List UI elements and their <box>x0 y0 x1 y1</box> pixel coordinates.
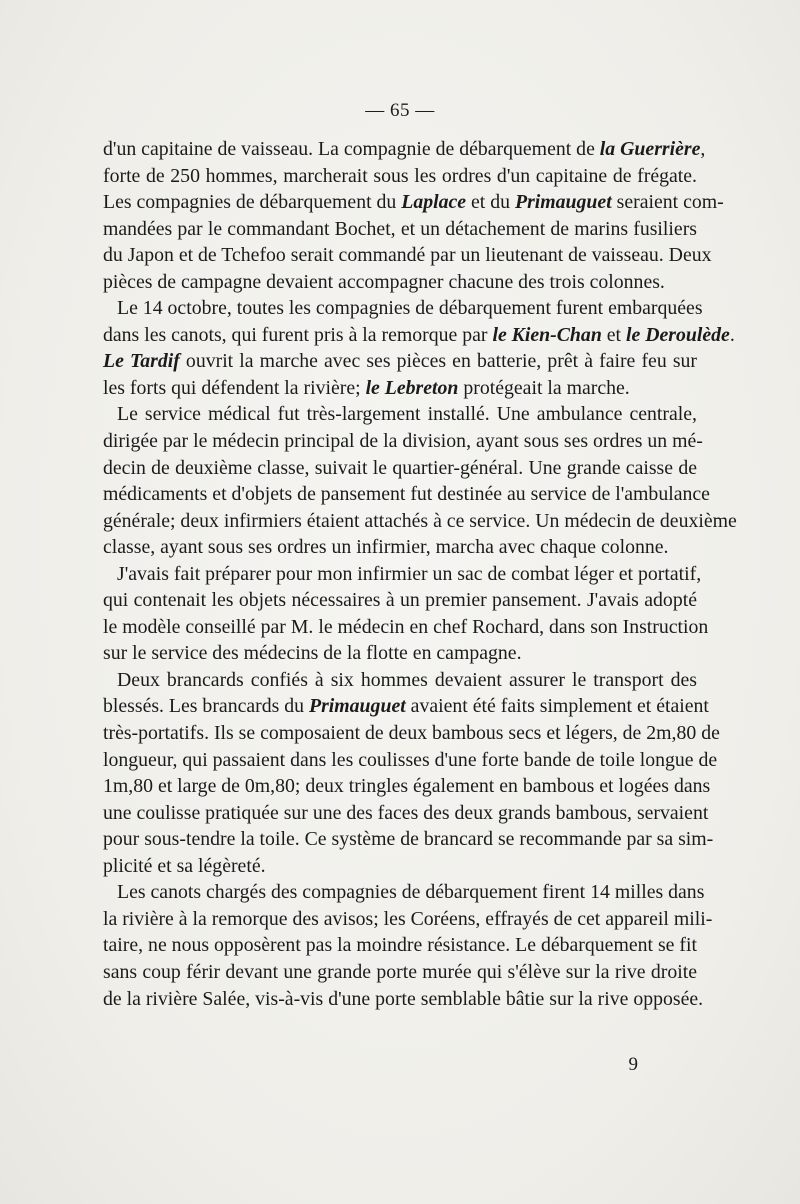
text-line <box>103 614 709 641</box>
text-run: plicité et sa légèreté. <box>103 854 266 877</box>
text-run: longueur, qui passaient dans les coulisses d'une forte bande de toile longue de <box>103 748 718 771</box>
text-line <box>103 481 710 508</box>
italic-name: le Kien-Chan <box>492 323 602 346</box>
text-run: avaient été faits simplement et étaient <box>405 695 709 718</box>
text-run: protégeait la marche. <box>458 376 630 399</box>
body-text <box>103 136 737 1012</box>
text-run: seraient com- <box>611 191 724 214</box>
text-run: Le service médical fut très-largement installé. Une ambulance centrale, <box>117 403 697 426</box>
text-run: classe, ayant sous ses ordres un infirmier, marcha avec chaque colonne. <box>103 536 669 559</box>
text-run: pour sous-tendre la toile. Ce système de brancard se recommande par sa sim- <box>103 828 714 851</box>
signature-mark: 9 <box>628 1054 638 1075</box>
text-run: et <box>601 323 626 346</box>
italic-name: Le Tardif <box>103 350 180 373</box>
text-line <box>103 375 697 402</box>
text-run: sans coup férir devant une grande porte murée qui s'élève sur la rive droite <box>103 960 697 983</box>
text-line <box>103 428 703 455</box>
text-run: Deux brancards confiés à six hommes devaient assurer le transport des <box>117 668 697 691</box>
text-run: très-portatifs. Ils se composaient de deux bambous secs et légers, de 2m,80 de <box>103 722 720 745</box>
text-line <box>103 242 712 269</box>
text-run: Les canots chargés des compagnies de débarquement firent 14 milles dans <box>117 881 705 904</box>
text-line <box>103 455 697 482</box>
text-run: une coulisse pratiquée sur une des faces des deux grands bambous, servaient <box>103 801 709 824</box>
text-line <box>103 508 737 535</box>
text-line <box>103 826 714 853</box>
italic-name: la Guerrière <box>599 138 701 160</box>
text-run: de la rivière Salée, vis-à-vis d'une porte semblable bâtie sur la rive opposée. <box>103 987 704 1010</box>
text-line <box>103 959 697 986</box>
italic-name: Laplace <box>401 191 467 214</box>
text-line <box>103 348 697 375</box>
text-run: decin de deuxième classe, suivait le quartier-général. Une grande caisse de <box>103 456 697 479</box>
text-run: Le 14 octobre, toutes les compagnies de débarquement furent embarquées <box>117 297 703 320</box>
text-run: le modèle conseillé par M. le médecin en chef Rochard, dans son Instruction <box>103 615 709 638</box>
text-line <box>103 136 706 163</box>
text-line <box>103 986 704 1013</box>
italic-name: Primauguet <box>309 695 406 718</box>
text-run: du Japon et de Tchefoo serait commandé par un lieutenant de vaisseau. Deux <box>103 244 712 267</box>
text-line <box>103 879 705 906</box>
text-line <box>103 667 697 694</box>
text-line <box>103 401 697 428</box>
text-line <box>103 163 697 190</box>
text-run: générale; deux infirmiers étaient attachés à ce service. Un médecin de deuxième <box>103 509 737 532</box>
text-run: d'un capitaine de vaisseau. La compagnie de débarquement de <box>103 138 600 160</box>
text-run: Les compagnies de débarquement du <box>103 191 402 214</box>
text-line <box>103 932 697 959</box>
text-line <box>103 693 709 720</box>
text-line <box>103 322 735 349</box>
text-run: la rivière à la remorque des avisos; les Coréens, effrayés de cet appareil mili- <box>103 907 713 930</box>
text-run: qui contenait les objets nécessaires à un premier pansement. J'avais adopté <box>103 589 697 612</box>
italic-name: le Deroulède <box>626 323 730 346</box>
text-line <box>103 587 697 614</box>
text-run: J'avais fait préparer pour mon infirmier un sac de combat léger et portatif, <box>117 562 702 585</box>
text-run: dirigée par le médecin principal de la division, ayant sous ses ordres un mé- <box>103 430 703 453</box>
italic-name: le Lebreton <box>365 376 459 399</box>
text-run: et du <box>466 191 515 214</box>
text-run: forte de 250 hommes, marcherait sous les ordres d'un capitaine de frégate. <box>103 164 697 187</box>
page-number: — 65 — <box>365 100 435 121</box>
text-run: mandées par le commandant Bochet, et un détachement de marins fusiliers <box>103 217 697 240</box>
text-run: ouvrit la marche avec ses pièces en batterie, prêt à faire feu sur <box>179 350 698 373</box>
text-line <box>103 534 697 561</box>
text-line <box>103 906 713 933</box>
text-run: sur le service des médecins de la flotte en campagne. <box>103 642 522 665</box>
text-run: . <box>729 323 735 346</box>
text-run: 1m,80 et large de 0m,80; deux tringles également en bambous et logées dans <box>103 775 711 798</box>
italic-name: Primauguet <box>514 191 612 214</box>
text-line <box>103 800 709 827</box>
text-line <box>103 640 697 667</box>
text-line <box>103 747 718 774</box>
text-run: dans les canots, qui furent pris à la remorque par <box>103 323 493 346</box>
text-run: blessés. Les brancards du <box>103 695 309 718</box>
text-line <box>103 269 697 296</box>
text-line <box>103 561 702 588</box>
text-line <box>103 189 724 216</box>
text-run: médicaments et d'objets de pansement fut destinée au service de l'ambulance <box>103 483 710 506</box>
text-line <box>103 773 711 800</box>
text-run: taire, ne nous opposèrent pas la moindre résistance. Le débarquement se fit <box>103 934 697 957</box>
text-run: , <box>700 138 706 160</box>
text-line <box>103 853 697 880</box>
text-line <box>103 295 703 322</box>
text-run: pièces de campagne devaient accompagner chacune des trois colonnes. <box>103 270 665 293</box>
text-run: les forts qui défendent la rivière; <box>103 376 366 399</box>
text-line <box>103 720 720 747</box>
text-line <box>103 216 697 243</box>
